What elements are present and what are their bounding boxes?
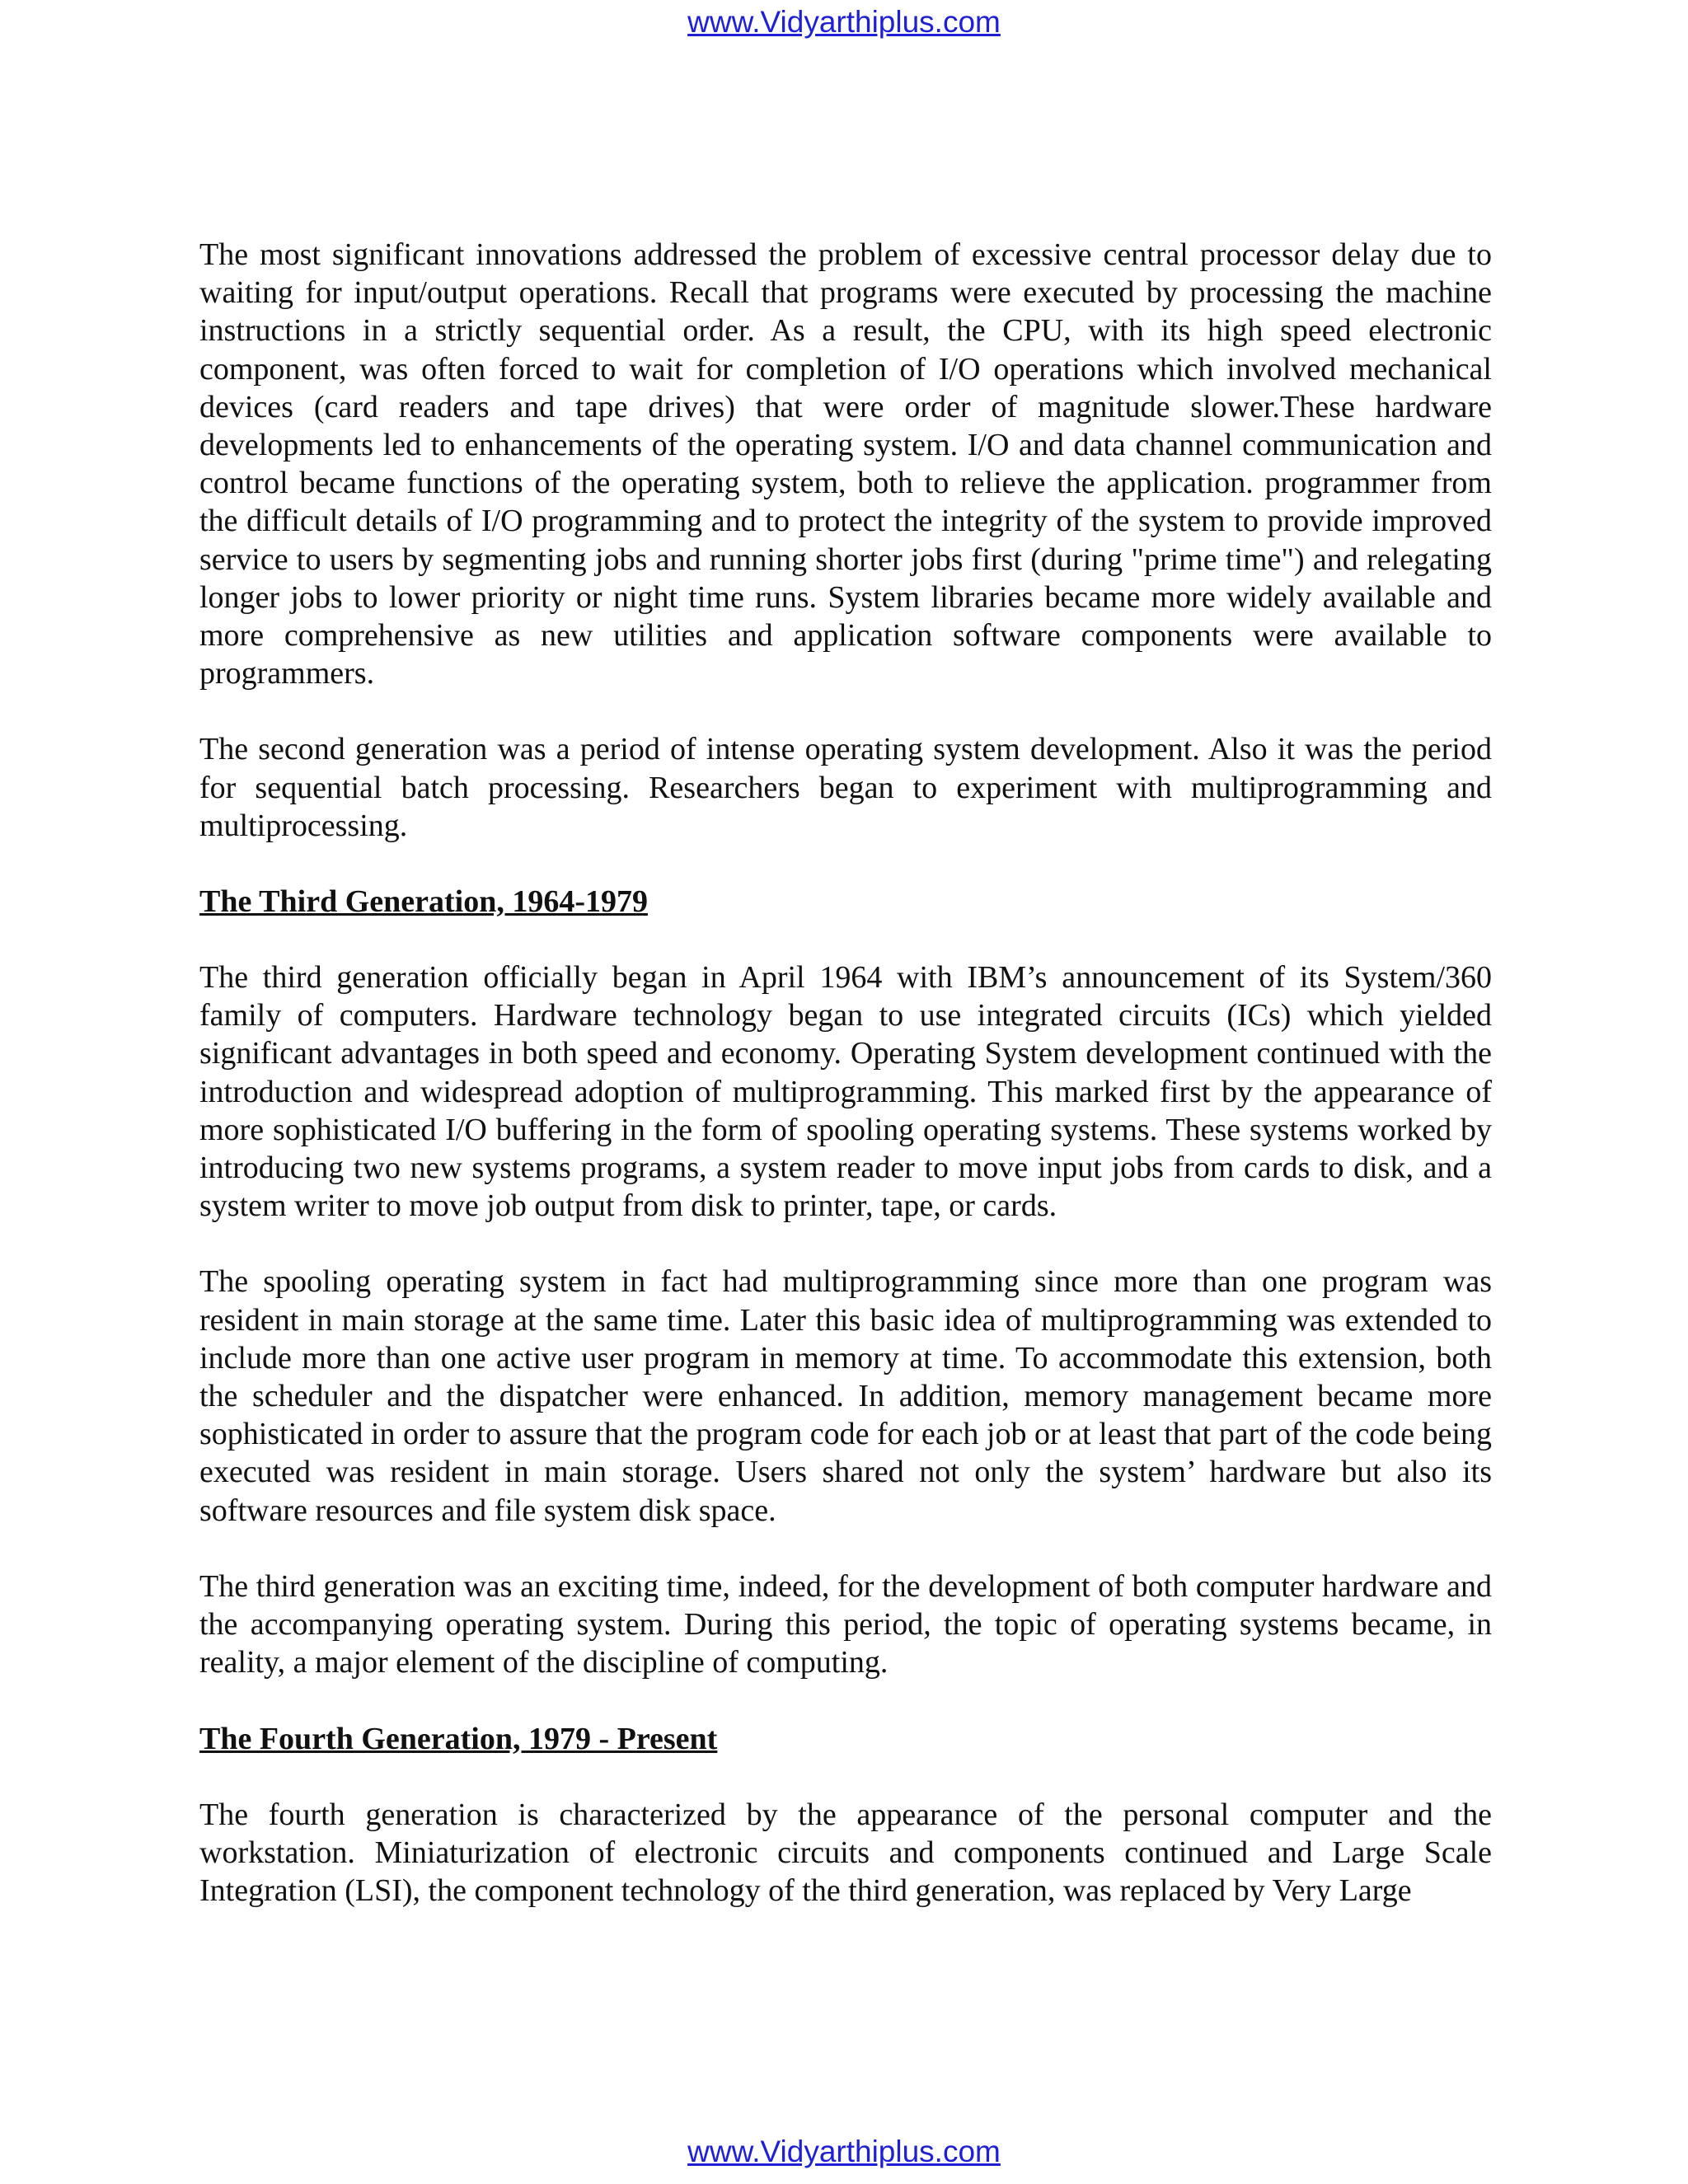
paragraph-third-generation-intro: The third generation officially began in April 1964 with IBM’s announcement of its System/360 family of computers. Hardware technology began to use integrated circuits (ICs) which yielded significant advantages in both speed and economy. Operating System development continued with the introduction and widespread adoption of multiprogramming. This marked first by the appearance of more sophisticated I/O buffering in the form of spooling operating systems. These systems worked by introducing two new systems programs, a system reader to move input jobs from cards to disk, and a system writer to move job output from disk to printer, tape, or cards. — [199, 960, 1492, 1224]
paragraph-third-generation-summary: The third generation was an exciting time, indeed, for the development of both computer hardware and the accompanying operating system. During this period, the topic of operating systems became, in reality, a major element of the discipline of computing. — [199, 1568, 1492, 1680]
paragraph-second-generation: The second generation was a period of intense operating system development. Also it was the period for sequential batch processing. Researchers began to experiment with multiprogramming and multiprocessing. — [199, 732, 1492, 843]
paragraph-spooling: The spooling operating system in fact had multiprogramming since more than one program was resident in main storage at the same time. Later this basic idea of multiprogramming was extended to include more than one active user program in memory at time. To accommodate this extension, both the scheduler and the dispatcher were enhanced. In addition, memory management became more sophisticated in order to assure that the program code for each job or at least that part of the code being executed was resident in main storage. Users shared not only the system’ hardware but also its software resources and file system disk space. — [199, 1264, 1493, 1528]
paragraph-fourth-generation: The fourth generation is characterized by the appearance of the personal computer and the workstation. Miniaturization of electronic circuits and components continued and Large Scale Integration (LSI), the component technology of the third generation, was replaced by Very Large — [199, 1797, 1492, 1908]
heading-third-generation: The Third Generation, 1964-1979 — [199, 884, 648, 920]
document-body — [199, 236, 1492, 1947]
paragraph-io-innovations: The most significant innovations addressed the problem of excessive central processor delay due to waiting for input/output operations. Recall that programs were executed by processing the machine instructions in a strictly sequential order. As a result, the CPU, with its high speed electronic component, was often forced to wait for completion of I/O operations which involved mechanical devices (card readers and tape drives) that were order of magnitude slower.These hardware developments led to enhancements of the operating system. I/O and data channel communication and control became functions of the operating system, both to relieve the application. programmer from the difficult details of I/O programming and to protect the integrity of the system to provide improved service to users by segmenting jobs and running shorter jobs first (during "prime time") and relegating longer jobs to lower priority or night time runs. System libraries became more widely available and more comprehensive as new utilities and application software components were available to programmers. — [199, 237, 1492, 691]
footer-website-link[interactable]: www.Vidyarthiplus.com — [687, 2135, 1001, 2168]
header-website-link[interactable]: www.Vidyarthiplus.com — [687, 5, 1001, 39]
heading-fourth-generation: The Fourth Generation, 1979 - Present — [199, 1721, 718, 1756]
